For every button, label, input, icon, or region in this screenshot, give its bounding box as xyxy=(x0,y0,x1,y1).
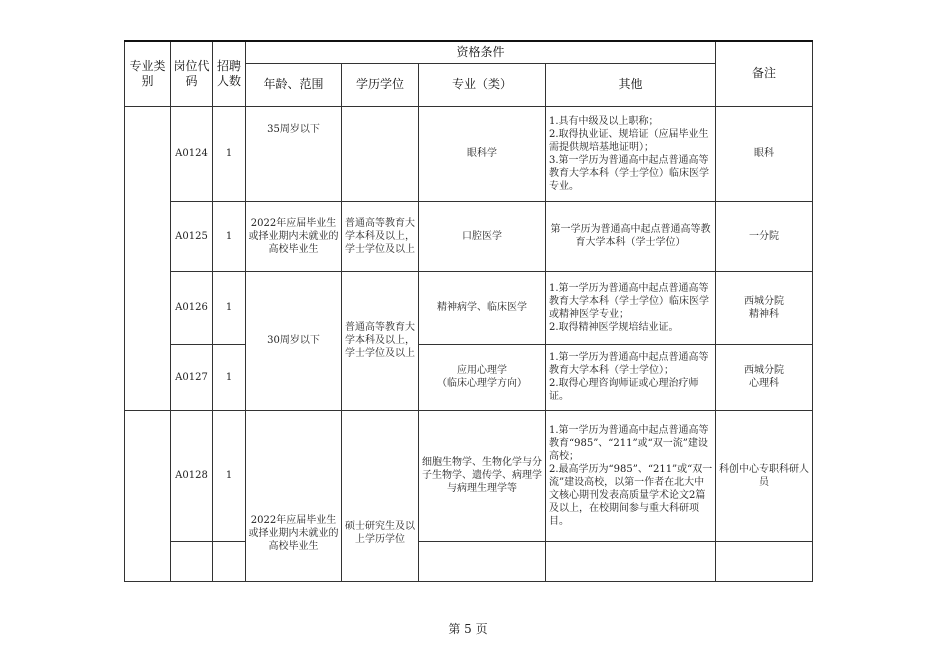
major-cell: 精神病学、临床医学 xyxy=(419,271,546,344)
major-cell: 眼科学 xyxy=(419,106,546,201)
remark-cell: 西城分院 心理科 xyxy=(716,344,813,410)
table-row xyxy=(125,271,813,344)
major-cell xyxy=(419,541,546,581)
header-qualifications: 资格条件 xyxy=(246,41,716,63)
age-cell: 35周岁以下 xyxy=(246,106,342,201)
header-education: 学历学位 xyxy=(342,63,419,106)
post-code-cell: A0128 xyxy=(171,410,213,541)
count-cell: 1 xyxy=(213,271,246,344)
post-code-cell: A0124 xyxy=(171,106,213,201)
table-row xyxy=(125,106,813,201)
other-cell: 1.具有中级及以上职称； 2.取得执业证、规培证（应届毕业生需提供规培基地证明）； 3.第一学历为普通高中起点普通高等教育大学本科（学士学位）临床医学专业。 xyxy=(546,106,716,201)
post-code-cell: A0126 xyxy=(171,271,213,344)
recruitment-table-wrapper xyxy=(124,40,812,552)
education-cell: 硕士研究生及以上学历学位 xyxy=(342,410,419,581)
other-cell: 1.第一学历为普通高中起点普通高等教育“985”、“211”或“双一流”建设高校； 2.最高学历为“985”、“211”或“双一流”建设高校，以第一作者在北大中文核心期刊发表高质量学术论文2篇及以上，在校期间参与重大科研项目。 xyxy=(546,410,716,541)
count-cell: 1 xyxy=(213,201,246,271)
header-count: 招聘人数 xyxy=(213,41,246,106)
header-remark: 备注 xyxy=(716,41,813,106)
education-cell xyxy=(342,106,419,201)
major-cell: 应用心理学 （临床心理学方向） xyxy=(419,344,546,410)
post-code-cell: A0125 xyxy=(171,201,213,271)
major-cell: 细胞生物学、生物化学与分子生物学、遗传学、病理学与病理生理学等 xyxy=(419,410,546,541)
category-cell xyxy=(125,410,171,581)
post-code-cell xyxy=(171,541,213,581)
remark-cell: 一分院 xyxy=(716,201,813,271)
other-cell: 第一学历为普通高中起点普通高等教育大学本科（学士学位） xyxy=(546,201,716,271)
header-category: 专业类别 xyxy=(125,41,171,106)
table-row xyxy=(125,410,813,541)
age-cell: 2022年应届毕业生或择业期内未就业的高校毕业生 xyxy=(246,410,342,581)
remark-cell: 科创中心专职科研人员 xyxy=(716,410,813,541)
remark-cell: 西城分院 精神科 xyxy=(716,271,813,344)
header-post-code: 岗位代码 xyxy=(171,41,213,106)
recruitment-table xyxy=(124,40,813,582)
age-cell: 2022年应届毕业生或择业期内未就业的高校毕业生 xyxy=(246,201,342,271)
count-cell: 1 xyxy=(213,410,246,541)
page-number: 第 5 页 xyxy=(448,622,488,636)
education-cell: 普通高等教育大学本科及以上，学士学位及以上 xyxy=(342,271,419,410)
table-row xyxy=(125,541,813,581)
remark-cell xyxy=(716,541,813,581)
remark-cell: 眼科 xyxy=(716,106,813,201)
other-cell: 1.第一学历为普通高中起点普通高等教育大学本科（学士学位）； 2.取得心理咨询师证或心理治疗师证。 xyxy=(546,344,716,410)
count-cell xyxy=(213,541,246,581)
other-cell xyxy=(546,541,716,581)
education-cell: 普通高等教育大学本科及以上，学士学位及以上 xyxy=(342,201,419,271)
header-other: 其他 xyxy=(546,63,716,106)
category-cell xyxy=(125,106,171,410)
header-major: 专业（类） xyxy=(419,63,546,106)
other-cell: 1.第一学历为普通高中起点普通高等教育大学本科（学士学位）临床医学或精神医学专业； 2.取得精神医学规培结业证。 xyxy=(546,271,716,344)
table-row xyxy=(125,344,813,410)
major-cell: 口腔医学 xyxy=(419,201,546,271)
count-cell: 1 xyxy=(213,344,246,410)
count-cell: 1 xyxy=(213,106,246,201)
table-row xyxy=(125,201,813,271)
header-age-range: 年龄、范围 xyxy=(246,63,342,106)
post-code-cell: A0127 xyxy=(171,344,213,410)
age-cell: 30周岁以下 xyxy=(246,271,342,410)
